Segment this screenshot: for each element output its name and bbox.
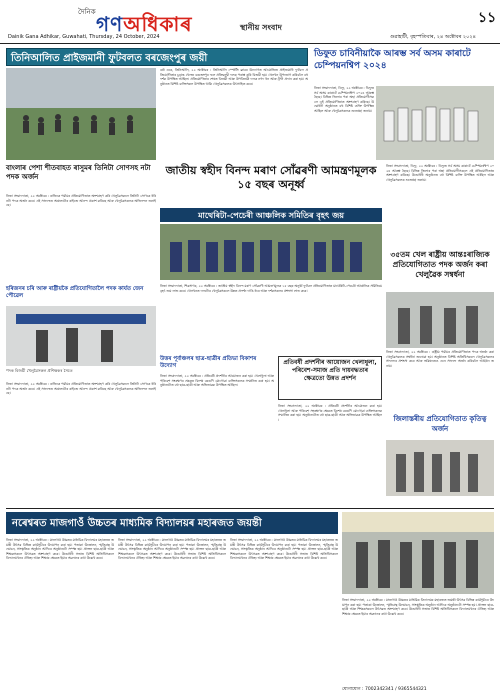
article-headline-karate: ডিফুত চাবিনীয়াকৈ আৰম্ভ সৰ্ব অসম কাৰাটে চেম্পিয়নশ্বিপ ২০২৪ [314, 49, 471, 71]
article-body-football: বৰ্ষা ওৰে, তিনিআলি, ২২ অক্টোবৰ : তিনিআলি স্পোৰ্টিং ক্লাবৰ উদ্যোগত আয়োজিত প্ৰাইজমানী ফুটবল প্ৰতিযোগিতাৰ চূড়ান্ত খেলত বৰজেংপুৰ দলে প্ৰতিদ্বন্দ্বী দলক পৰাস্ত কৰি বিজয়ী হয়। খেলখন উপভোগ কৰিবলৈ বহু দৰ্শক উপস্থিত আছিল। প্ৰতিযোগিতাৰ শেষত বিজয়ী আৰু উপবিজয়ী দলক নগদ ধন আৰু ট্ৰফী প্ৰদান কৰা হয়। অনুষ্ঠানত বিশিষ্ট ব্যক্তিসকল উপস্থিত থাকি খেলুৱৈসকলক উৎসাহিত কৰে। [160, 68, 308, 86]
medal-winners-photo [6, 306, 156, 366]
logo-part-1: গণ [96, 12, 124, 36]
article-headline-football: তিনিআলিত প্ৰাইজমানী ফুটবলত বৰজেংপুৰ জয়ী [6, 48, 308, 66]
article-subheadline-binanda: মাথেৰিটা-পেচেৰী আঞ্চলিক সমিতিৰ বৃহৎ জয় [160, 208, 382, 222]
article-body-jubilee-col2: নিজা সংবাদদাতা, ২২ অক্টোবৰ : মাজগাওঁ উচ্চতৰ মাধ্যমিক বিদ্যালয়ৰ মহাৰজত জয়ন্তী উৎসৱ বিভিন্ন কাৰ্যসূচীৰে উদযাপন কৰা হয়। পতাকা উত্তোলন, স্মৃতিগ্ৰন্থ উন্মোচন, সাংস্কৃতিক অনুষ্ঠান আদিৰে অনুষ্ঠানটো সম্পন্ন হয়। প্ৰাক্তন ছাত্ৰ-ছাত্ৰী আৰু শিক্ষকসকলে উৎসৱত অংশগ্ৰহণ কৰে। উদ্বোধনী সভাত বিশিষ্ট অতিথিসকলে বিদ্যালয়খনৰ ঐতিহ্য আৰু শিক্ষাৰ ক্ষেত্ৰত ইয়াৰ অৱদানৰ কথা উল্লেখ কৰে। [118, 538, 226, 561]
article-headline-district: জিলাস্তৰীয় প্ৰতিযোগিতাত কৃতিত্ব অৰ্জন [393, 415, 487, 433]
article-headline-exhibition: প্ৰতিবৰ্ষী প্ৰদৰ্শনীৰ আয়োজন খেলাধুলা, পৰিবেশ-সমাজ প্ৰতি দায়বদ্ধতাৰ ক্ষেত্ৰতো উন্নত প্ৰদৰ্শন [278, 356, 382, 400]
article-body-karate: নিজা সংবাদদাতা, ডিফু, ২২ অক্টোবৰ : ডিফুত সৰ্ব অসম কাৰাটে চেম্পিয়নশ্বিপ ২০২৪ আৰম্ভ হৈছে। বিভিন্ন জিলাৰ পৰা অহা প্ৰতিযোগীসকলে এই প্ৰতিযোগিতাত অংশগ্ৰহণ কৰিছে। উদ্বোধনী অনুষ্ঠানত বহু বিশিষ্ট ব্যক্তি উপস্থিত আছিল আৰু খেলুৱৈসকলক শুভেচ্ছা জনায়। [314, 86, 374, 113]
football-match-photo [6, 68, 156, 160]
medal-photo-art [6, 306, 156, 366]
felicitation-photo-art [386, 292, 494, 348]
article-subhead-exhibition: উত্তৰ পূৰ্বাঞ্চলৰ ছাত্ৰ-ছাত্ৰীৰ প্ৰতিভা বিকাশৰ উদ্যোগ [160, 356, 257, 369]
karate-team-photo [376, 86, 494, 160]
section-tag: স্থানীয় সংবাদ [240, 23, 282, 32]
article-headline-binanda: জাতীয় স্বহীদ বিনন্দ মৰাণ সোঁৱৰণী আমন্ত্ৰণমূলক ১৫ বছৰ অনূৰ্ধ্ব [165, 164, 377, 191]
article-headline-school-jubilee: নৰেশ্বৰত মাজগাওঁ উচ্চতৰ মাধ্যমিক বিদ্যালয়ৰ মহাৰজত জয়ন্তী [6, 512, 338, 534]
contact-line: যোগাযোগ : 7002342341 / 9365544321 [342, 687, 427, 692]
jubilee-photo-art [342, 512, 494, 594]
felicitation-photo [386, 292, 494, 348]
page-number: ১১ [478, 10, 497, 26]
article-subhead-medals: হৰিজনৰ চৰি আৰু ৰাষ্ট্ৰীয়কৈ প্ৰতিযোগিতালৈ পদক কাৰ্যত জেন পৌৱেল [6, 286, 144, 299]
article-headline-medals: বাংলাৰ পেশা শীতবাহত ৰাসুমৰ তিনিটা সোণসহ নটা পদক অৰ্জন [6, 164, 151, 181]
logo-part-2: অধিকাৰ [123, 12, 193, 36]
district-competition-photo [386, 440, 494, 496]
football-photo-art [6, 68, 156, 160]
article-body-exhibition: নিজা সংবাদদাতা, ২২ অক্টোবৰ : প্ৰতিবৰ্ষী প্ৰদৰ্শনীৰ আয়োজন কৰা হয়। খেলাধুলা আৰু পৰিবেশ সংৰক্ষণৰ ক্ষেত্ৰত বিশেষ বৰঙণি যোগোৱা ব্যক্তিসকলক সন্মানিত কৰা হয়। অনুষ্ঠানটোত বহু ছাত্ৰ-ছাত্ৰী আৰু অভিভাৱক উপস্থিত আছিল। [160, 374, 274, 388]
article-body-felicitation: নিজা সংবাদদাতা, ২২ অক্টোবৰ : ৰাষ্ট্ৰীয় পৰ্যায়ৰ প্ৰতিযোগিতাত পদক অৰ্জন কৰা খেলুৱৈসকলক সম্বৰ্ধনা জনোৱা হয়। অনুষ্ঠানত বিশিষ্ট অতিথিসকলে খেলুৱৈসকলৰ সাফল্যৰ প্ৰশংসা কৰে আৰু ভৱিষ্যতেও এনে সাফল্য অৰ্জন কৰিবলৈ আহ্বান জনায়। [386, 350, 494, 368]
imprint-line: Dainik Gana Adhikar, Guwahati, Thursday, 24 October, 2024 [8, 34, 160, 40]
section-divider [6, 508, 494, 509]
karate-photo-art [376, 86, 494, 160]
article-headline-felicitation: ৩৫তম খেল ৰাষ্ট্ৰীয় আন্তঃৰাজ্যিক প্ৰতিযোগিতাত পদক অৰ্জন কৰা খেলুৱৈক সম্বৰ্ধনা [390, 250, 490, 279]
article-body-exhibition-continued: নিজা সংবাদদাতা, ২২ অক্টোবৰ : প্ৰতিবৰ্ষী প্ৰদৰ্শনীৰ আয়োজন কৰা হয়। খেলাধুলা আৰু পৰিবেশ সংৰক্ষণৰ ক্ষেত্ৰত বিশেষ বৰঙণি যোগোৱা ব্যক্তিসকলক সন্মানিত কৰা হয়। অনুষ্ঠানটোত বহু ছাত্ৰ-ছাত্ৰী আৰু অভিভাৱক উপস্থিত আছিল। [278, 404, 382, 422]
article-body-jubilee-col1: নিজা সংবাদদাতা, ২২ অক্টোবৰ : মাজগাওঁ উচ্চতৰ মাধ্যমিক বিদ্যালয়ৰ মহাৰজত জয়ন্তী উৎসৱ বিভিন্ন কাৰ্যসূচীৰে উদযাপন কৰা হয়। পতাকা উত্তোলন, স্মৃতিগ্ৰন্থ উন্মোচন, সাংস্কৃতিক অনুষ্ঠান আদিৰে অনুষ্ঠানটো সম্পন্ন হয়। প্ৰাক্তন ছাত্ৰ-ছাত্ৰী আৰু শিক্ষকসকলে উৎসৱত অংশগ্ৰহণ কৰে। উদ্বোধনী সভাত বিশিষ্ট অতিথিসকলে বিদ্যালয়খনৰ ঐতিহ্য আৰু শিক্ষাৰ ক্ষেত্ৰত ইয়াৰ অৱদানৰ কথা উল্লেখ কৰে। [6, 538, 114, 561]
district-photo-art [386, 440, 494, 496]
masthead [0, 0, 500, 44]
article-body-medals-continued: নিজা সংবাদদাতা, ২২ অক্টোবৰ : ৰাজ্যিক পৰ্যায়ৰ প্ৰতিযোগিতাত অংশগ্ৰহণ কৰি খেলুৱৈসকলে তিনিটা সোণকে ধৰি নটা পদক অৰ্জন কৰে। এই সাফল্যত অঞ্চলটোৰ ৰাইজে আনন্দ প্ৰকাশ কৰিছে আৰু খেলুৱৈসকলক অভিনন্দন জনাইছে। [6, 382, 156, 396]
dateline: গুৱাহাটী, বৃহস্পতিবাৰ, ২৪ অক্টোবৰ ২০২৪ [390, 34, 476, 40]
article-body-medals: নিজা সংবাদদাতা, ২২ অক্টোবৰ : ৰাজ্যিক পৰ্যায়ৰ প্ৰতিযোগিতাত অংশগ্ৰহণ কৰি খেলুৱৈসকলে তিনিটা সোণকে ধৰি নটা পদক অৰ্জন কৰে। এই সাফল্যত অঞ্চলটোৰ ৰাইজে আনন্দ প্ৰকাশ কৰিছে আৰু খেলুৱৈসকলক অভিনন্দন জনাইছে। [6, 194, 156, 208]
medal-photo-caption: পদক বিজয়ী খেলুৱৈসকল প্ৰশিক্ষকৰ সৈতে [6, 368, 73, 373]
article-body-binanda: নিজা সংবাদদাতা, শিৱসাগৰ, ২২ অক্টোবৰ : জাতীয় স্বহীদ বিনন্দ মৰাণ সোঁৱৰণী আমন্ত্ৰণমূলক ১৫ বছৰ অনূৰ্ধ্ব ফুটবল প্ৰতিযোগিতাত মাথেৰিটা-পেচেৰী আঞ্চলিক সমিতিয়ে বৃহৎ জয় লাভ কৰে। খেলখনত দলটোৰ খেলুৱৈসকলে উন্নত প্ৰদৰ্শন দাঙি ধৰে আৰু দৰ্শকসকলৰ প্ৰশংসা লাভ কৰে। [160, 284, 382, 293]
article-body-jubilee-col3: নিজা সংবাদদাতা, ২২ অক্টোবৰ : মাজগাওঁ উচ্চতৰ মাধ্যমিক বিদ্যালয়ৰ মহাৰজত জয়ন্তী উৎসৱ বিভিন্ন কাৰ্যসূচীৰে উদযাপন কৰা হয়। পতাকা উত্তোলন, স্মৃতিগ্ৰন্থ উন্মোচন, সাংস্কৃতিক অনুষ্ঠান আদিৰে অনুষ্ঠানটো সম্পন্ন হয়। প্ৰাক্তন ছাত্ৰ-ছাত্ৰী আৰু শিক্ষকসকলে উৎসৱত অংশগ্ৰহণ কৰে। উদ্বোধনী সভাত বিশিষ্ট অতিথিসকলে বিদ্যালয়খনৰ ঐতিহ্য আৰু শিক্ষাৰ ক্ষেত্ৰত ইয়াৰ অৱদানৰ কথা উল্লেখ কৰে। [230, 538, 338, 561]
school-jubilee-photo [342, 512, 494, 594]
article-body-jubilee-col4: নিজা সংবাদদাতা, ২২ অক্টোবৰ : মাজগাওঁ উচ্চতৰ মাধ্যমিক বিদ্যালয়ৰ মহাৰজত জয়ন্তী উৎসৱ বিভিন্ন কাৰ্যসূচীৰে উদযাপন কৰা হয়। পতাকা উত্তোলন, স্মৃতিগ্ৰন্থ উন্মোচন, সাংস্কৃতিক অনুষ্ঠান আদিৰে অনুষ্ঠানটো সম্পন্ন হয়। প্ৰাক্তন ছাত্ৰ-ছাত্ৰী আৰু শিক্ষকসকলে উৎসৱত অংশগ্ৰহণ কৰে। উদ্বোধনী সভাত বিশিষ্ট অতিথিসকলে বিদ্যালয়খনৰ ঐতিহ্য আৰু শিক্ষাৰ ক্ষেত্ৰত ইয়াৰ অৱদানৰ কথা উল্লেখ কৰে। [342, 598, 494, 616]
team-group-photo [160, 224, 382, 280]
article-body-karate-continued: নিজা সংবাদদাতা, ডিফু, ২২ অক্টোবৰ : ডিফুত সৰ্ব অসম কাৰাটে চেম্পিয়নশ্বিপ ২০২৪ আৰম্ভ হৈছে। বিভিন্ন জিলাৰ পৰা অহা প্ৰতিযোগীসকলে এই প্ৰতিযোগিতাত অংশগ্ৰহণ কৰিছে। উদ্বোধনী অনুষ্ঠানত বহু বিশিষ্ট ব্যক্তি উপস্থিত আছিল আৰু খেলুৱৈসকলক শুভেচ্ছা জনায়। [386, 164, 494, 182]
masthead-small-word: দৈনিক [78, 8, 96, 16]
team-photo-art [160, 224, 382, 280]
